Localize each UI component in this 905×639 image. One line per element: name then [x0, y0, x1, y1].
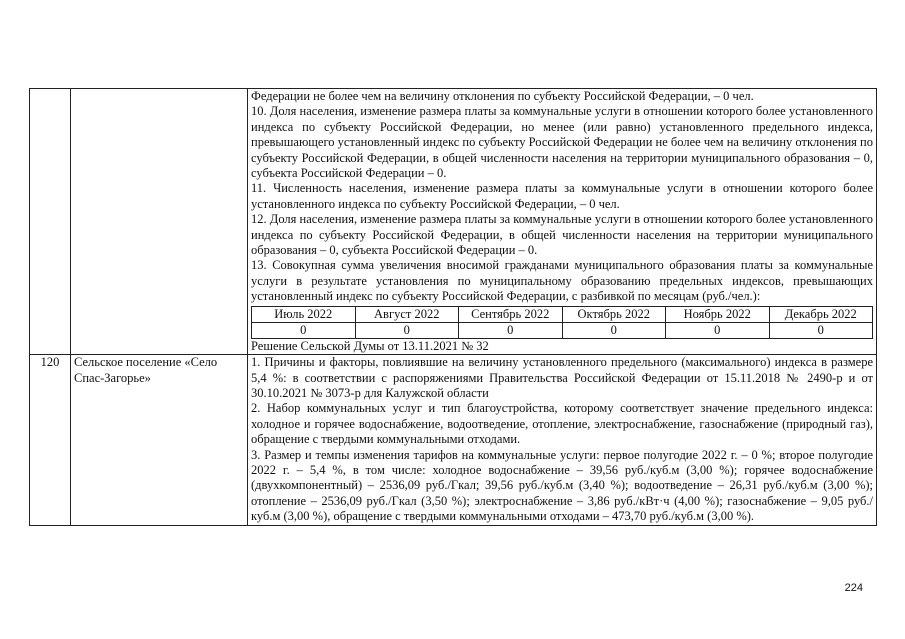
month-value: 0 [252, 322, 356, 338]
month-header: Октябрь 2022 [562, 306, 666, 322]
table-row [30, 89, 877, 355]
municipality-cell: Сельское поселение «Село Спас-Загорье» [71, 355, 248, 525]
paragraph: 2. Набор коммунальных услуг и тип благоустройства, которому соответствует значение предельного индекса: холодное и горячее водоснабжение, водоотведение, отопление, электроснабжение, газоснабжение (природный газ), обращение с твердыми коммунальными отходами. [251, 401, 873, 447]
month-header: Декабрь 2022 [769, 306, 873, 322]
details-cell [248, 355, 877, 525]
table-row [30, 355, 877, 525]
paragraph: Федерации не более чем на величину отклонения по субъекту Российской Федерации, – 0 чел. [251, 89, 754, 103]
month-value: 0 [769, 322, 873, 338]
month-header: Июль 2022 [252, 306, 356, 322]
month-value: 0 [459, 322, 563, 338]
details-cell [248, 89, 877, 355]
row-number-cell: 120 [30, 355, 71, 525]
municipality-cell [71, 89, 248, 355]
month-header-row [252, 306, 873, 322]
paragraph: 3. Размер и темпы изменения тарифов на коммунальные услуги: первое полугодие 2022 г. – 0 %; второе полугодие 2022 г. – 5,4 %, в том числе: холодное водоснабжение – 39,56 руб./куб.м (3,00 %); горячее водоснабжение (двухкомпонентный) – 2536,09 руб./Гкал; 39,56 руб./куб.м (3,40 %); водоотведение – 26,31 руб./куб.м (3,00 %); отопление – 2536,09 руб./Гкал (3,50 %); электроснабжение – 3,86 руб./кВт·ч (4,00 %); газоснабжение – 9,05 руб./куб.м (3,00 %), обращение с твердыми коммунальными отходами – 473,70 руб./куб.м (3,00 %). [251, 447, 873, 524]
month-header: Август 2022 [355, 306, 459, 322]
monthly-sum-table [251, 306, 873, 339]
index-table [29, 88, 877, 526]
row-number-cell [30, 89, 71, 355]
month-header: Сентябрь 2022 [459, 306, 563, 322]
paragraph: 11. Численность населения, изменение размера платы за коммунальные услуги в отношении которого более установленного индекса по субъекту Российской Федерации, – 0 чел. [251, 181, 873, 211]
decision-reference: Решение Сельской Думы от 13.11.2021 № 32 [251, 338, 489, 353]
paragraph: 12. Доля населения, изменение размера платы за коммунальные услуги в отношении которого более установленного индекса по субъекту Российской Федерации, в общей численности населения на территории муниципального образования – 0, субъекта Российской Федерации – 0. [251, 212, 873, 258]
month-header: Ноябрь 2022 [666, 306, 770, 322]
page-number: 224 [844, 582, 863, 594]
paragraph: 1. Причины и факторы, повлиявшие на величину установленного предельного (максимального) индекса в размере 5,4 %: в соответствии с распоряжениями Правительства Российской Федерации от 15.11.2018 № 2490-р и от 30.10.2021 № 3073-р для Калужской области [251, 355, 873, 400]
month-value: 0 [666, 322, 770, 338]
month-value: 0 [355, 322, 459, 338]
paragraph: 10. Доля населения, изменение размера платы за коммунальные услуги в отношении которого более установленного индекса по субъекту Российской Федерации, но менее (или равно) установленного предельного индекса, превышающего установленный индекс по субъекту Российской Федерации не более чем на величину отклонения по субъекту Российской Федерации, в общей численности населения на территории муниципального образования – 0, субъекта Российской Федерации – 0. [251, 104, 873, 181]
month-value: 0 [562, 322, 666, 338]
paragraph: 13. Совокупная сумма увеличения вносимой гражданами муниципального образования платы за коммунальные услуги в результате установления по муниципальному образованию предельных индексов, превышающих установленный индекс по субъекту Российской Федерации, с разбивкой по месяцам (руб./чел.): [251, 258, 873, 304]
month-value-row [252, 322, 873, 338]
